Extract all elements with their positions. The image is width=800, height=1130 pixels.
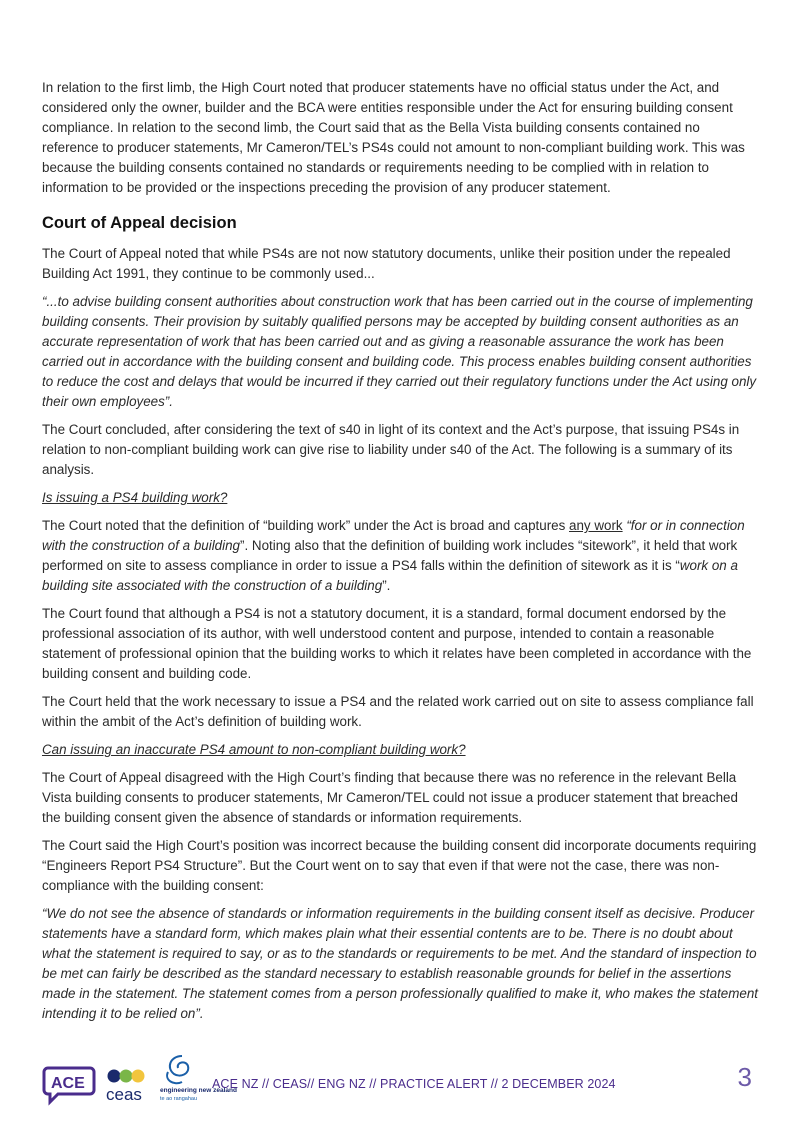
paragraph-definition xyxy=(42,516,758,596)
ceas-logo-text: ceas xyxy=(106,1085,142,1104)
paragraph-held: The Court held that the work necessary to issue a PS4 and the related work carried out on site to assess compliance fall within the ambit of the Act’s definition of building work. xyxy=(42,694,754,729)
document-body xyxy=(42,78,758,1032)
engineering-nz-logo-icon xyxy=(158,1052,237,1104)
page-footer xyxy=(44,1052,760,1112)
paragraph-ps4-standard: The Court found that although a PS4 is not a statutory document, it is a standard, formal document endorsed by the professional association of its author, with well understood content and purpose, intended to contain a reasonable statement of professional opinion that the building works to which it relates have been completed in accordance with the building consent and building code. xyxy=(42,606,752,681)
paragraph-conclusion: The Court concluded, after considering the text of s40 in light of its context and the Act’s purpose, that issuing PS4s in relation to non-compliant building work can give rise to liability under s40 of the Act. The following is a summary of its analysis. xyxy=(42,422,740,477)
section-heading: Court of Appeal decision xyxy=(42,214,237,232)
subheading-building-work: Is issuing a PS4 building work? xyxy=(42,490,228,505)
italic-quote-run: “for or in connection with the construction of a building xyxy=(42,518,745,553)
paragraph-disagreed: The Court of Appeal disagreed with the High Court’s finding that because there was no reference in the relevant Bella Vista building consents to producer statements, Mr Cameron/TEL could not issue a producer statement that breached the building consent given the absence of standards or information requirements. xyxy=(42,770,738,825)
ace-logo-text: ACE xyxy=(51,1075,85,1092)
page-number: 3 xyxy=(737,1062,752,1092)
paragraph-incorrect: The Court said the High Court’s position was incorrect because the building consent did incorporate documents requiring “Engineers Report PS4 Structure”. But the Court went on to say that even if that were not the case, there was non-compliance with the building consent: xyxy=(42,838,757,893)
text-run: The Court noted that the definition of “building work” under the Act is broad and captures xyxy=(42,518,570,533)
engineering-nz-logo-text: engineering new zealand xyxy=(160,1087,237,1094)
quote-ps4-purpose: “...to advise building consent authorities about construction work that has been carried out in the course of implementing building consents. Their provision by suitably qualified persons may be accepted by building consent authorities as an accurate representation of work that has been carried out and as giving a reasonable assurance the work has been carried out in accordance with the building consent and building code. This process enables building consent authorities to reduce the cost and delays that would be incurred if they carried out their regulatory functions under the Act using only their own employees”. xyxy=(42,294,757,409)
text-run: ”. xyxy=(382,578,391,593)
ceas-logo-icon xyxy=(104,1066,154,1106)
paragraph-first-limb: In relation to the first limb, the High Court noted that producer statements have no official status under the Act, and considered only the owner, builder and the BCA were entities responsible under the Act for ensuring building consent compliance. In relation to the second limb, the Court said that as the Bella Vista building consents contained no reference to producer statements, Mr Cameron/TEL’s PS4s could not amount to non-compliant building work. This was because the building consents contained no standards or requirements needing to be complied with in relation to information to be provided or the inspections preceding the provision of any producer statement. xyxy=(42,80,745,195)
ace-logo-icon xyxy=(44,1064,96,1106)
engineering-nz-logo-subtext: te ao rangahau xyxy=(160,1096,198,1102)
italic-quote-run: work on a building site associated with the construction of a building xyxy=(42,558,738,593)
paragraph-court-of-appeal: The Court of Appeal noted that while PS4s are not now statutory documents, unlike their position under the repealed Building Act 1991, they continue to be commonly used... xyxy=(42,246,731,281)
subheading-inaccurate-ps4: Can issuing an inaccurate PS4 amount to non-compliant building work? xyxy=(42,742,466,757)
underlined-any-work: any work xyxy=(569,518,623,533)
footer-title: ACE NZ // CEAS// ENG NZ // PRACTICE ALERT // 2 DECEMBER 2024 xyxy=(212,1077,616,1091)
text-run: ”. Noting also that the definition of building work includes “sitework”, it held that work performed on site to assess compliance in order to issue a PS4 falls within the definition of sitework as it is “ xyxy=(42,538,738,573)
quote-standards: “We do not see the absence of standards or information requirements in the building consent itself as decisive. Producer statements have a standard form, which makes plain what their essential contents are to be. There is no doubt about what the statement is required to say, or as to the standards or requirements to be met. And the standard of inspection to be met can fairly be described as the standard necessary to establish reasonable grounds for belief in the assertions made in the statement. The statement comes from a person professionally qualified to make it, who makes the statement intending it to be relied on”. xyxy=(42,906,759,1021)
